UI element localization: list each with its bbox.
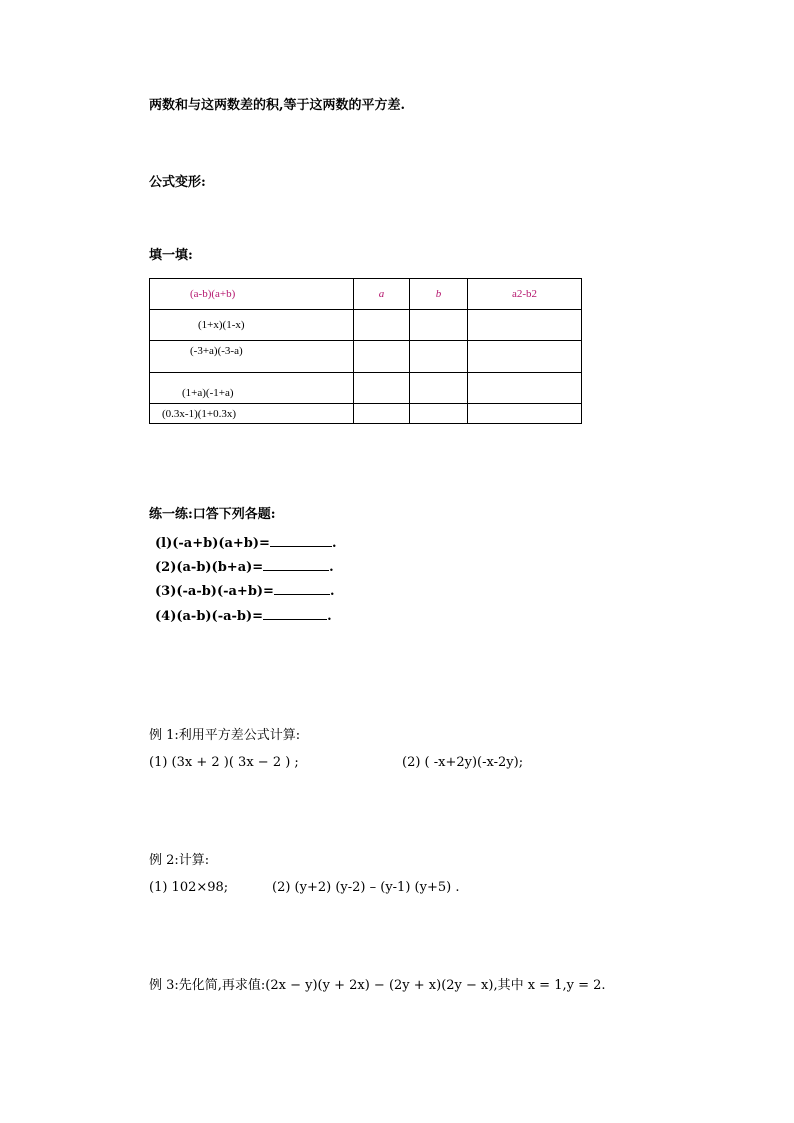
table-cell [468,373,582,404]
table-cell [354,404,410,424]
practice-title: 练一练:口答下列各题: [149,507,276,522]
table-header-cell: b [410,279,468,310]
example3-text: 例 3:先化简,再求值:(2x − y)(y + 2x) − (2y + x)(2y − x),其中 x = 1,y = 2. [149,978,606,993]
answer-blank [263,558,329,571]
table-header-cell: (a-b)(a+b) [150,279,354,310]
table-row [150,341,582,373]
example1-title: 例 1:利用平方差公式计算: [149,728,301,743]
table-cell: (0.3x-1)(1+0.3x) [150,404,354,424]
practice-item-2: (2)(a-b)(b+a)= . [155,560,334,575]
example2-problem-2: (2) (y+2) (y-2) – (y-1) (y+5) . [272,880,460,895]
table-header-cell: a2-b2 [468,279,582,310]
example1-problem-1: (1) (3x + 2 )( 3x − 2 ) ; [149,755,299,770]
practice-item-1: (l)(-a+b)(a+b)= . [155,536,337,551]
fill-in-label: 填一填: [149,248,193,263]
formula-transform-label: 公式变形: [149,175,206,190]
answer-blank [263,607,327,620]
table-cell: (-3+a)(-3-a) [150,341,354,373]
table-cell [410,373,468,404]
table-cell [468,341,582,373]
table-cell [468,310,582,341]
example1-problem-2: (2) ( -x+2y)(-x-2y); [402,755,524,770]
table-row [150,373,582,404]
practice-item-3: (3)(-a-b)(-a+b)= . [155,584,335,599]
example2-problem-1: (1) 102×98; [149,880,229,895]
fill-in-table [149,278,582,424]
table-cell [354,341,410,373]
practice-item-4: (4)(a-b)(-a-b)= . [155,609,332,624]
table-cell [468,404,582,424]
table-cell [354,373,410,404]
example2-title: 例 2:计算: [149,853,210,868]
table-row [150,310,582,341]
table-cell [410,404,468,424]
table-cell: (1+a)(-1+a) [150,373,354,404]
formula-statement: 两数和与这两数差的积,等于这两数的平方差. [149,98,406,113]
table-cell [410,341,468,373]
table-cell: (1+x)(1-x) [150,310,354,341]
table-cell [354,310,410,341]
table-header-cell: a [354,279,410,310]
table-row [150,404,582,424]
table-cell [410,310,468,341]
table-header-row [150,279,582,310]
answer-blank [270,534,332,547]
answer-blank [274,582,330,595]
